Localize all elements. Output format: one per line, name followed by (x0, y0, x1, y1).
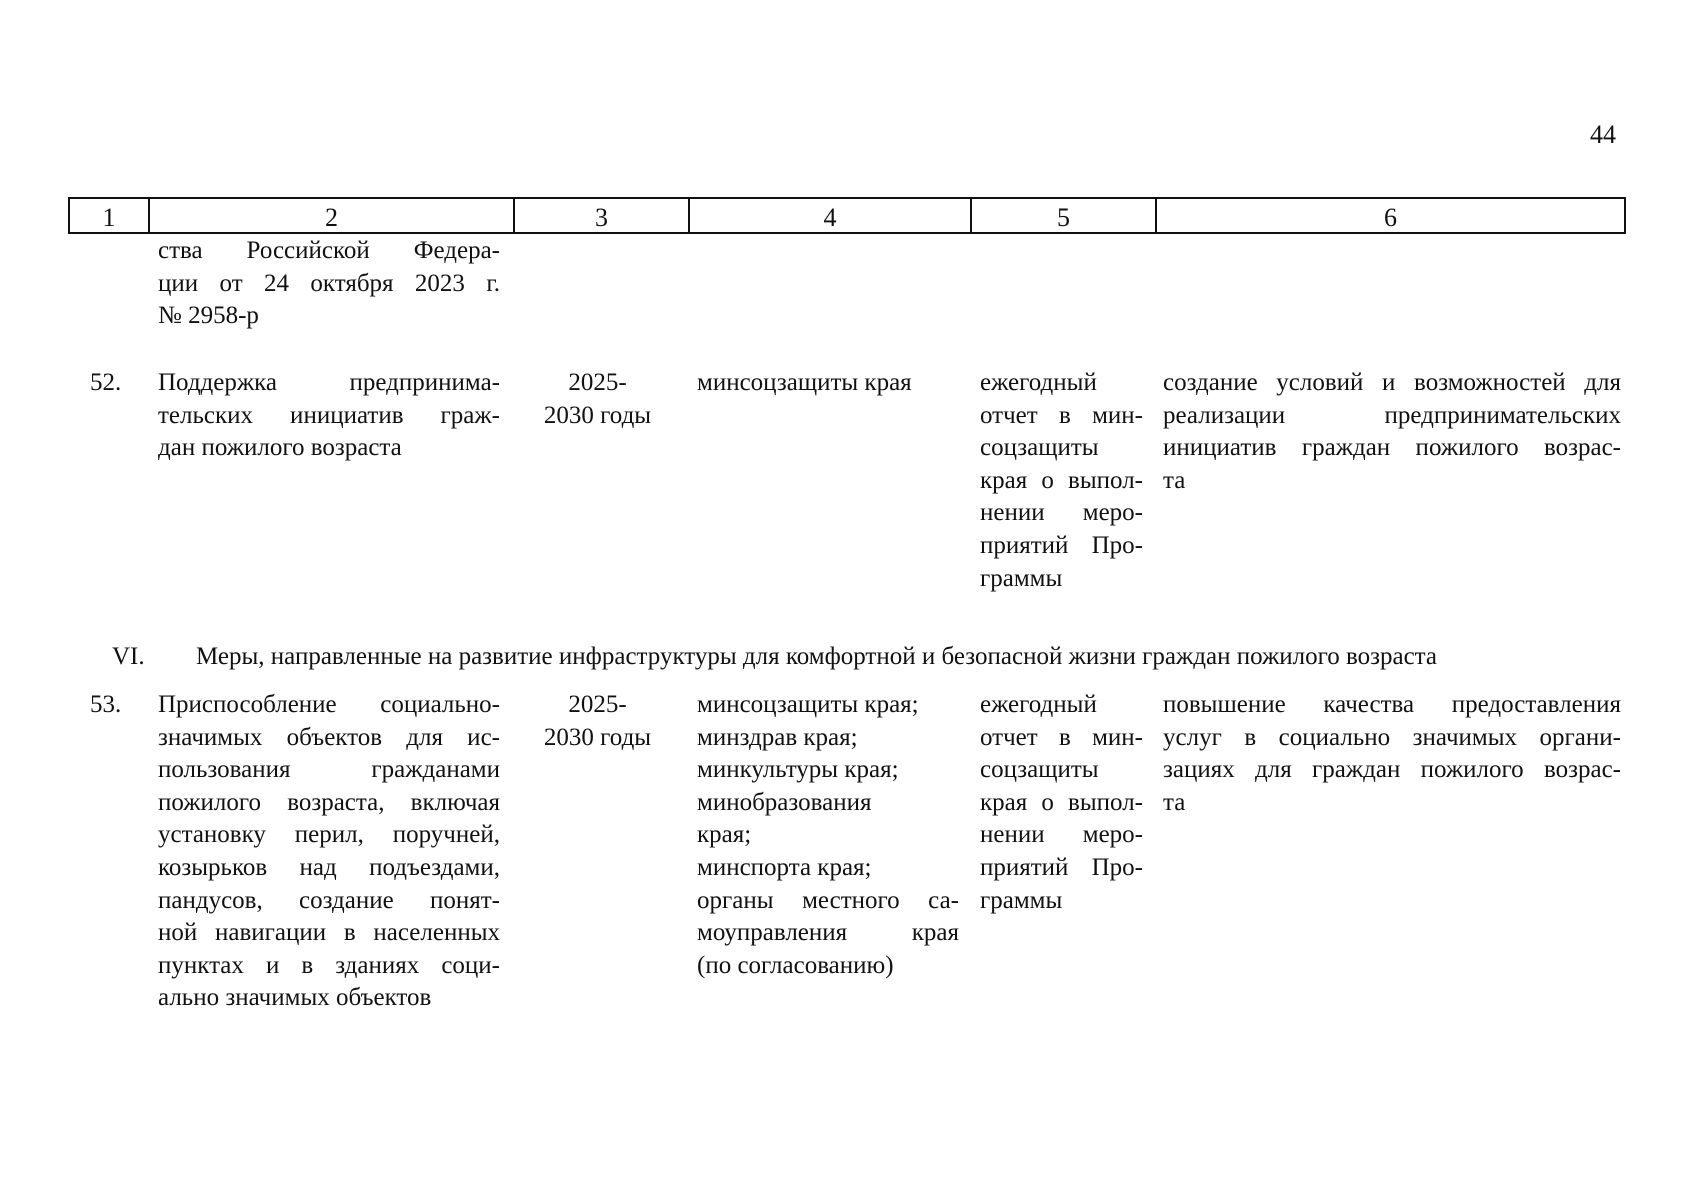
header-col-6: 6 (1384, 203, 1397, 232)
row-52-result (1163, 367, 1621, 497)
text-line: граммы (980, 564, 1063, 592)
row-53-period (525, 689, 670, 754)
text-line: ции от 24 октября 2023 г. (158, 269, 500, 297)
row-53-report (980, 689, 1143, 917)
section-title: Меры, направленные на развитие инфраструктуры для комфортной и безопасной жизни граждан пожилого возраста (196, 643, 1437, 670)
row-52-report (980, 367, 1143, 595)
text-line: зациях для граждан пожилого возрас- (1163, 756, 1621, 784)
text-line: отчет в мин- (980, 401, 1143, 429)
text-line: минспорта края; (697, 853, 872, 881)
text-line: дан пожилого возраста (158, 434, 402, 462)
text-line: приятий Про- (980, 853, 1143, 881)
row-52-measure (158, 367, 500, 465)
text-line: 2025- (568, 691, 627, 718)
text-line: пожилого возраста, включая (158, 788, 500, 816)
row-53-number: 53. (90, 691, 122, 718)
text-line: 2025- (568, 369, 627, 396)
text-line: ально значимых объектов (158, 984, 432, 1012)
text-line: ной навигации в населенных (158, 919, 500, 947)
text-line: граммы (980, 886, 1063, 914)
text-line: органы местного са- (697, 886, 959, 914)
text-line: ства Российской Федера- (158, 237, 500, 264)
text-line: Приспособление социально- (158, 691, 500, 718)
text-line: соцзащиты (980, 434, 1099, 462)
text-line: приятий Про- (980, 531, 1143, 559)
row-53-measure (158, 689, 500, 1015)
row-52-responsible (697, 367, 959, 400)
text-line: нении меро- (980, 821, 1143, 849)
section-number: VI. (112, 643, 145, 670)
text-line: минсоцзащиты края; (697, 691, 919, 718)
text-line: минздрав края; (697, 723, 858, 751)
text-line: ежегодный (980, 369, 1097, 396)
text-line: 2030 годы (543, 401, 652, 429)
text-line: пандусов, создание понят- (158, 886, 500, 914)
text-line: реализации предпринимательских (1163, 401, 1621, 429)
text-line: та (1163, 788, 1186, 816)
text-line: минобразования (697, 788, 872, 816)
text-line: нении меро- (980, 499, 1143, 527)
text-line: № 2958-р (158, 302, 259, 330)
text-line: соцзащиты (980, 756, 1099, 784)
text-line: ежегодный (980, 691, 1097, 718)
header-col-3: 3 (515, 199, 690, 232)
text-line: (по согласованию) (697, 951, 894, 979)
text-line: пунктах и в зданиях соци- (158, 951, 500, 979)
text-line: отчет в мин- (980, 723, 1143, 751)
text-line: минсоцзащиты края (697, 369, 912, 396)
header-col-1: 1 (70, 199, 150, 232)
row-53-responsible (697, 689, 959, 982)
text-line: тельских инициатив граж- (158, 401, 500, 429)
table-header-row (68, 197, 1626, 234)
row-53-result (1163, 689, 1621, 819)
text-line: края о выпол- (980, 466, 1143, 494)
continuation-col-2 (158, 235, 500, 333)
row-52-period (525, 367, 670, 432)
row-52-number: 52. (90, 369, 122, 396)
text-line: края о выпол- (980, 788, 1143, 816)
text-line: значимых объектов для ис- (158, 723, 500, 751)
text-line: та (1163, 466, 1186, 494)
text-line: установку перил, поручней, (158, 821, 500, 849)
header-col-2: 2 (150, 199, 515, 232)
text-line: инициатив граждан пожилого возрас- (1163, 434, 1621, 462)
page-number: 44 (1590, 120, 1616, 149)
text-line: создание условий и возможностей для (1163, 369, 1621, 396)
text-line: пользования гражданами (158, 756, 500, 784)
text-line: минкультуры края; (697, 756, 899, 784)
text-line: услуг в социально значимых органи- (1163, 723, 1621, 751)
header-col-5: 5 (972, 199, 1157, 232)
text-line: повышение качества предоставления (1163, 691, 1621, 718)
text-line: козырьков над подъездами, (158, 853, 500, 881)
text-line: 2030 годы (543, 723, 652, 751)
text-line: Поддержка предпринима- (158, 369, 500, 396)
text-line: моуправления края (697, 919, 959, 947)
text-line: края; (697, 821, 752, 849)
header-col-4: 4 (690, 199, 972, 232)
